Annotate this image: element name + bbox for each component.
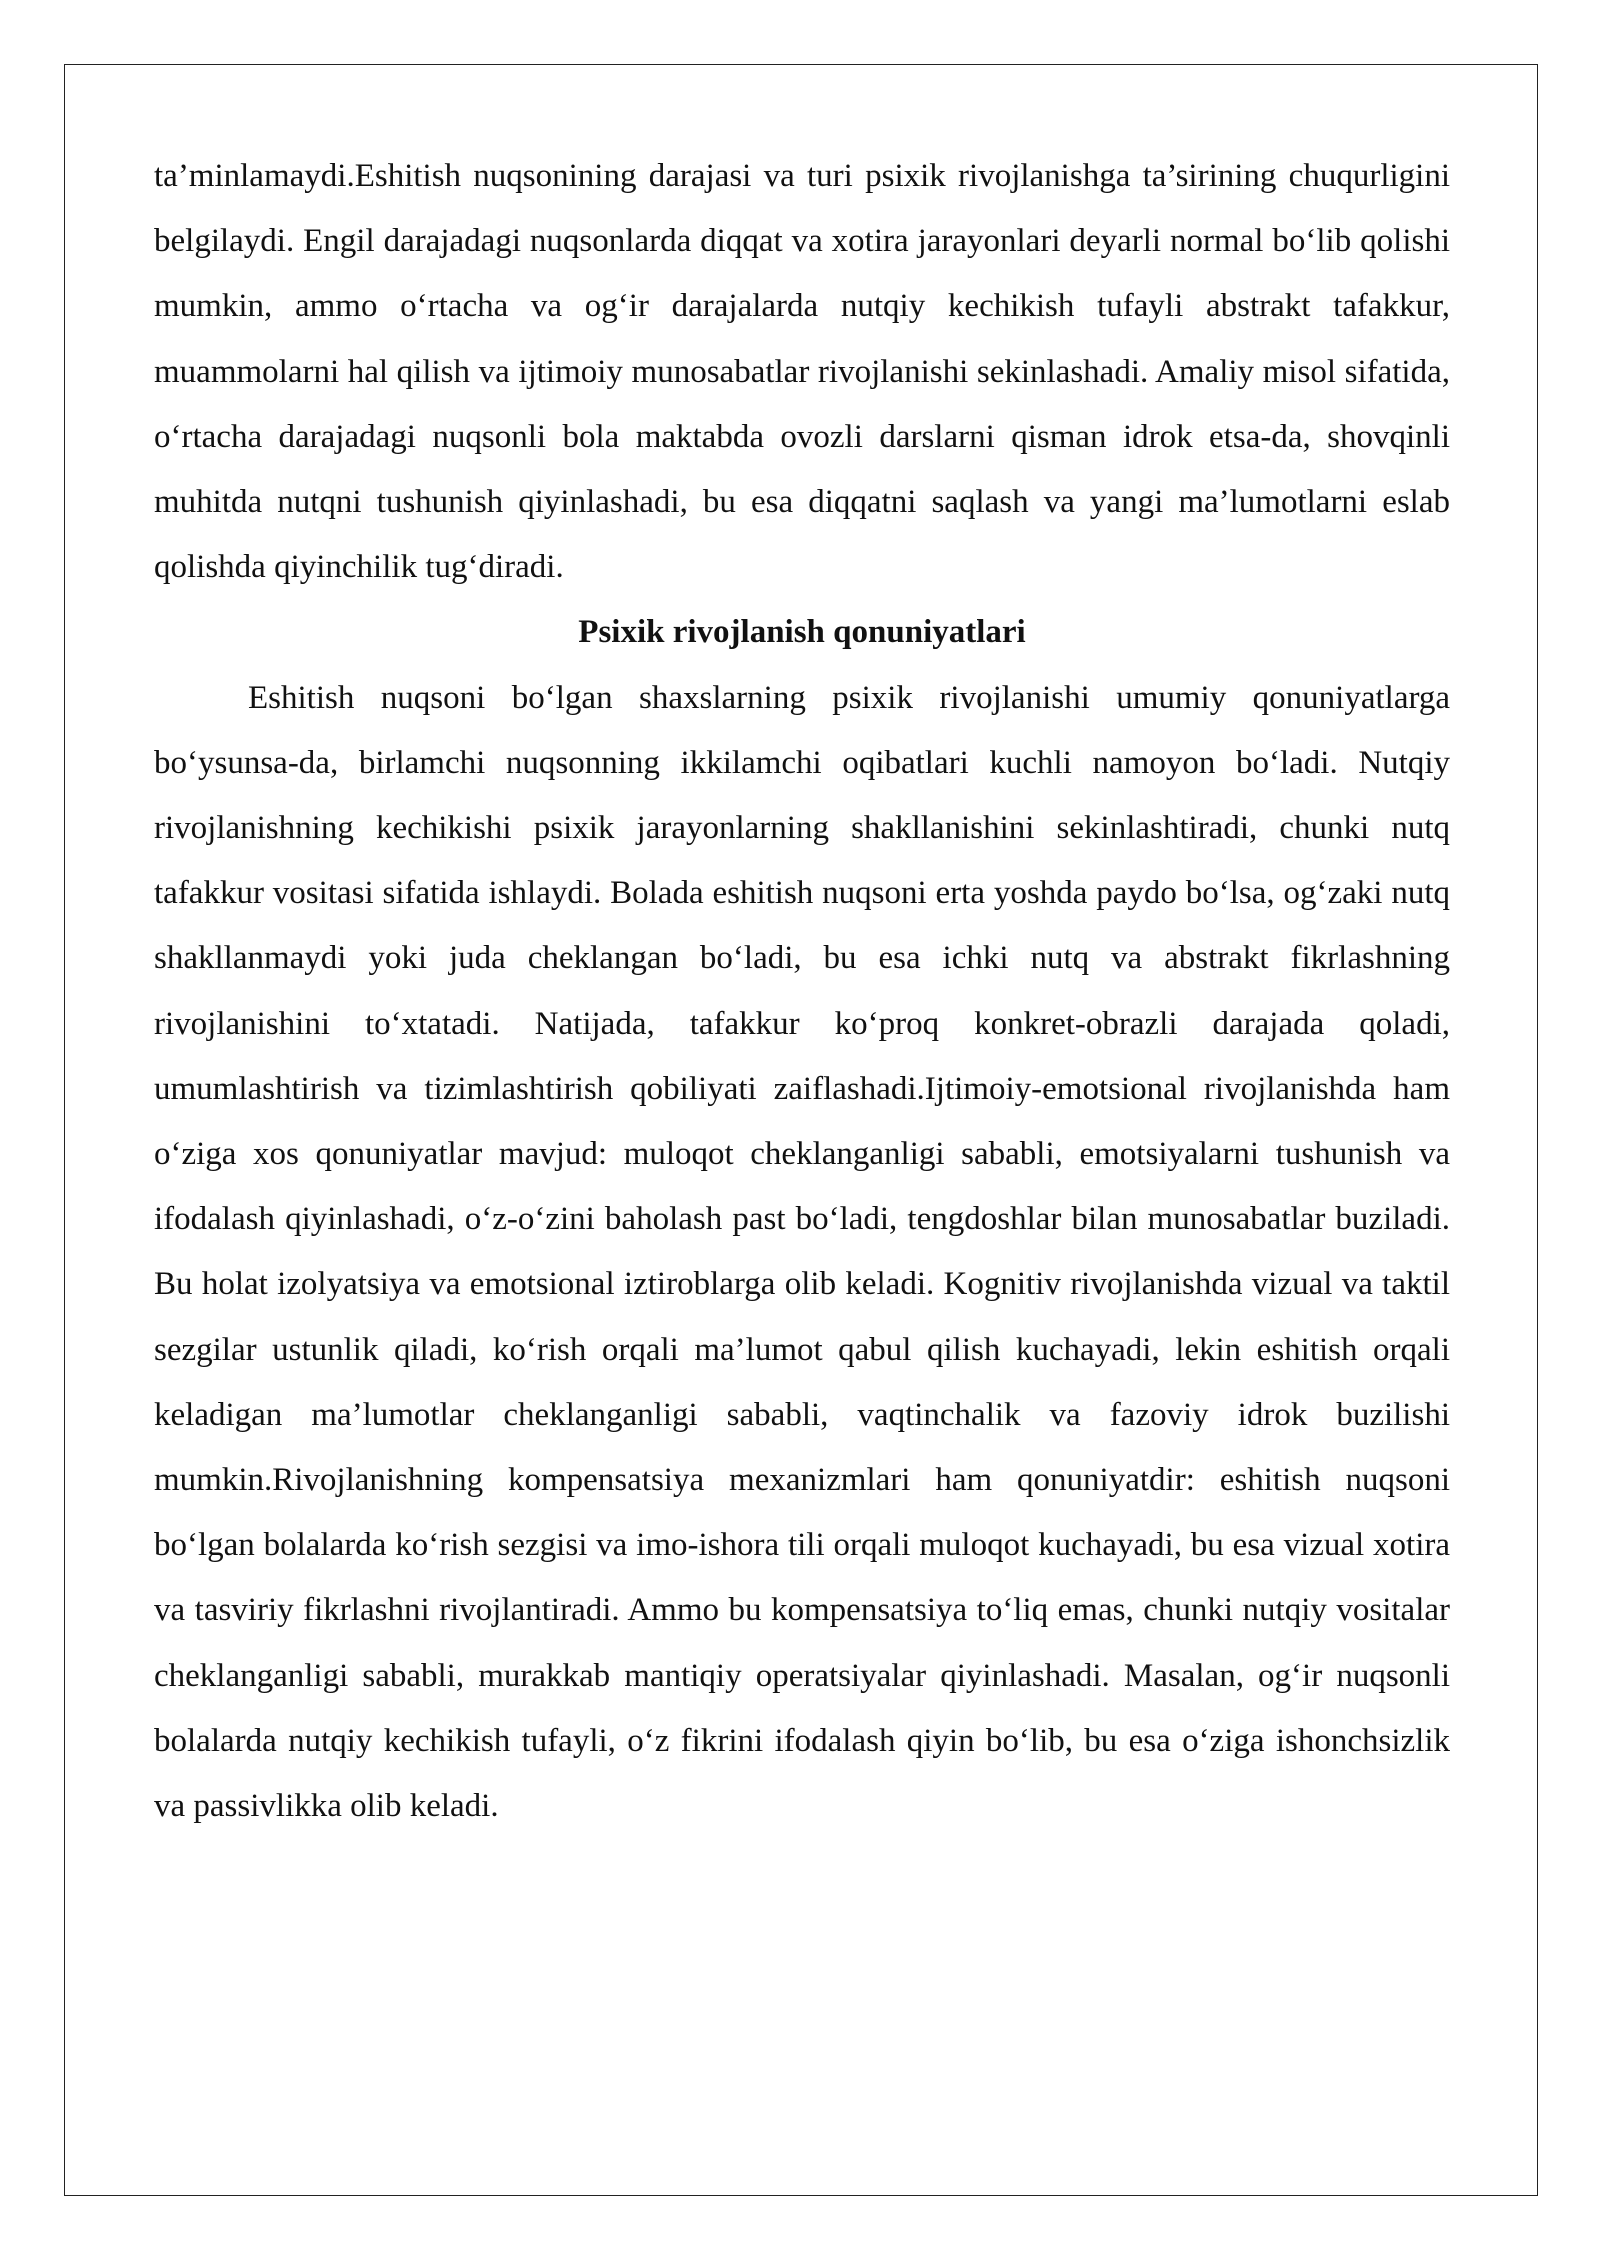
section-heading: Psixik rivojlanish qonuniyatlari bbox=[578, 614, 1026, 651]
body-paragraph-continued: ta’minlamaydi.Eshitish nuqsonining darajasi va turi psixik rivojlanishga ta’sirining chuqurligini belgilaydi. Engil darajadagi nuqsonlarda diqqat va xotira jarayonlari deyarli normal bo‘lib qolishi mumkin, ammo o‘rtacha va og‘ir darajalarda nutqiy kechikish tufayli abstrakt tafakkur, muammolarni hal qilish va ijtimoiy munosabatlar rivojlanishi sekinlashadi. Amaliy misol sifatida, o‘rtacha darajadagi nuqsonli bola maktabda ovozli darslarni qisman idrok etsa-da, shovqinli muhitda nutqni tushunish qiyinlashadi, bu esa diqqatni saqlash va yangi ma’lumotlarni eslab qolishda qiyinchilik tug‘diradi. bbox=[154, 158, 1450, 586]
document-body bbox=[154, 144, 1450, 1839]
body-paragraph: Eshitish nuqsoni bo‘lgan shaxslarning psixik rivojlanishi umumiy qonuniyatlarga bo‘ysunsa-da, birlamchi nuqsonning ikkilamchi oqibatlari kuchli namoyon bo‘ladi. Nutqiy rivojlanishning kechikishi psixik jarayonlarning shakllanishini sekinlashtiradi, chunki nutq tafakkur vositasi sifatida ishlaydi. Bolada eshitish nuqsoni erta yoshda paydo bo‘lsa, og‘zaki nutq shakllanmaydi yoki juda cheklangan bo‘ladi, bu esa ichki nutq va abstrakt fikrlashning rivojlanishini to‘xtatadi. Natijada, tafakkur ko‘proq konkret-obrazli darajada qoladi, umumlashtirish va tizimlashtirish qobiliyati zaiflashadi.Ijtimoiy-emotsional rivojlanishda ham o‘ziga xos qonuniyatlar mavjud: muloqot cheklanganligi sababli, emotsiyalarni tushunish va ifodalash qiyinlashadi, o‘z-o‘zini baholash past bo‘ladi, tengdoshlar bilan munosabatlar buziladi. Bu holat izolyatsiya va emotsional iztiroblarga olib keladi. Kognitiv rivojlanishda vizual va taktil sezgilar ustunlik qiladi, ko‘rish orqali ma’lumot qabul qilish kuchayadi, lekin eshitish orqali keladigan ma’lumotlar cheklanganligi sababli, vaqtinchalik va fazoviy idrok buzilishi mumkin.Rivojlanishning kompensatsiya mexanizmlari ham qonuniyatdir: eshitish nuqsoni bo‘lgan bolalarda ko‘rish sezgisi va imo-ishora tili orqali muloqot kuchayadi, bu esa vizual xotira va tasviriy fikrlashni rivojlantiradi. Ammo bu kompensatsiya to‘liq emas, chunki nutqiy vositalar cheklanganligi sababli, murakkab mantiqiy operatsiyalar qiyinlashadi. Masalan, og‘ir nuqsonli bolalarda nutqiy kechikish tufayli, o‘z fikrini ifodalash qiyin bo‘lib, bu esa o‘ziga ishonchsizlik va passivlikka olib keladi. bbox=[154, 679, 1450, 1825]
